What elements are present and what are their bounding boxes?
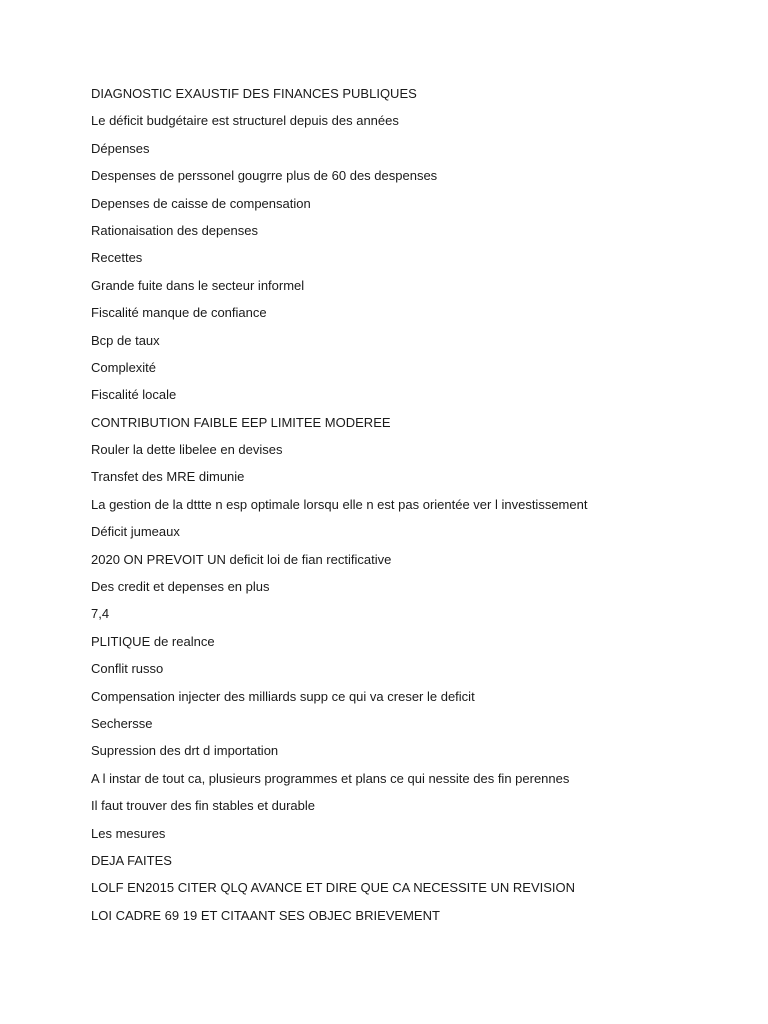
text-line: La gestion de la dttte n esp optimale lorsqu elle n est pas orientée ver l investissement [91, 496, 588, 512]
text-line: Grande fuite dans le secteur informel [91, 277, 305, 293]
document-title: DIAGNOSTIC EXAUSTIF DES FINANCES PUBLIQUES [91, 86, 417, 101]
text-line: Les mesures [91, 825, 166, 841]
text-line: CONTRIBUTION FAIBLE EEP LIMITEE MODEREE [91, 414, 391, 430]
text-line: Transfet des MRE dimunie [91, 469, 245, 485]
text-line: Il faut trouver des fin stables et durable [91, 798, 316, 814]
text-line: Despenses de perssonel gougrre plus de 60 des despenses [91, 168, 438, 184]
text-line: Supression des drt d importation [91, 743, 279, 759]
text-line: Rouler la dette libelee en devises [91, 442, 283, 458]
text-line: 7,4 [91, 606, 110, 622]
text-line: Depenses de caisse de compensation [91, 195, 311, 211]
text-line: LOLF EN2015 CITER QLQ AVANCE ET DIRE QUE CA NECESSITE UN REVISION [91, 880, 576, 896]
document-body [91, 85, 587, 934]
text-line: Sechersse [91, 715, 153, 731]
text-line: Recettes [91, 250, 143, 266]
text-line: Des credit et depenses en plus [91, 579, 270, 595]
text-line: Compensation injecter des milliards supp ce qui va creser le deficit [91, 688, 475, 704]
text-line: LOI CADRE 69 19 ET CITAANT SES OBJEC BRIEVEMENT [91, 907, 440, 923]
text-line: Fiscalité locale [91, 387, 177, 403]
text-line: Bcp de taux [91, 332, 160, 348]
text-line: A l instar de tout ca, plusieurs programmes et plans ce qui nessite des fin perennes [91, 770, 570, 786]
text-line: Fiscalité manque de confiance [91, 305, 267, 321]
text-line: PLITIQUE de realnce [91, 633, 215, 649]
text-line: Complexité [91, 359, 157, 375]
text-line: Dépenses [91, 140, 150, 156]
text-line: Rationaisation des depenses [91, 222, 258, 238]
text-line: DEJA FAITES [91, 852, 172, 868]
text-line: Déficit jumeaux [91, 524, 180, 540]
text-line: 2020 ON PREVOIT UN deficit loi de fian rectificative [91, 551, 392, 567]
text-line: Le déficit budgétaire est structurel depuis des années [91, 113, 399, 129]
text-line: Conflit russo [91, 661, 164, 677]
